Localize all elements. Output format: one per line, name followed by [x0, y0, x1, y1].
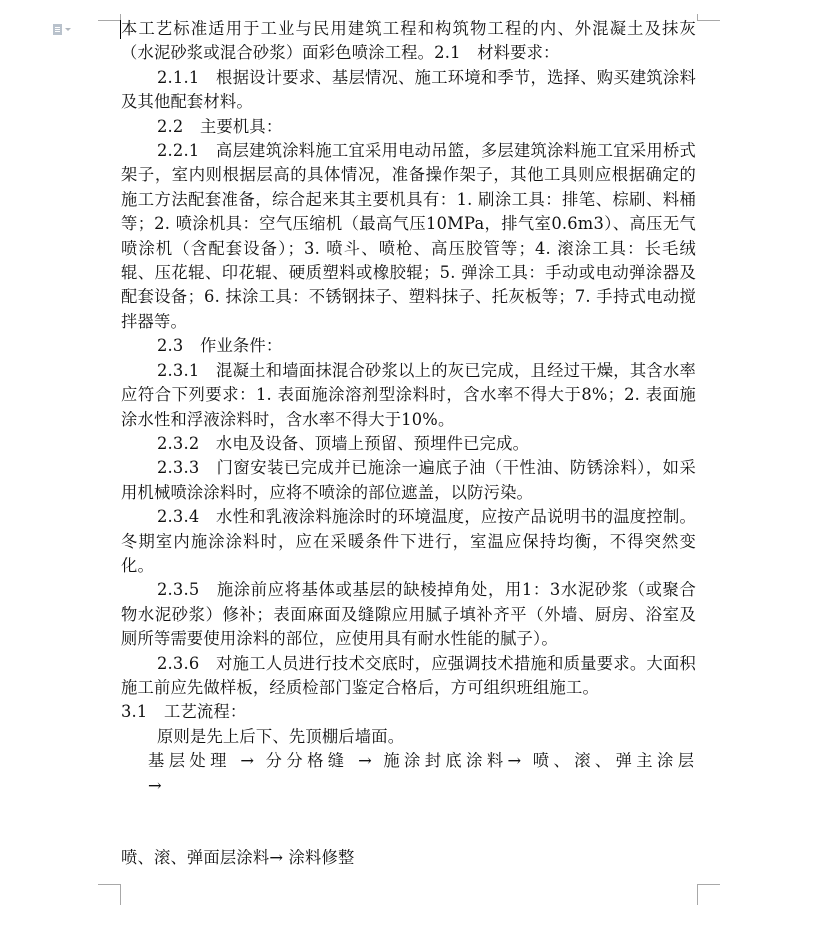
heading-2-3: 2.3 作业条件：	[157, 336, 283, 356]
heading-3-1: 3.1 工艺流程：	[121, 702, 247, 722]
paragraph-2-3-2: 2.3.2 水电及设备、顶墙上预留、预埋件已完成。	[157, 433, 530, 453]
document-body[interactable]	[121, 17, 696, 870]
paragraph-2-2-1: 2.2.1 高层建筑涂料施工宜采用电动吊篮，多层建筑涂料施工宜采用桥式架子，室内则根据层高的具体情况，准备操作架子，其他工具则应根据确定的施工方法配套准备，综合起来其主要机具有：1. 刷涂工具：排笔、棕刷、料桶等；2. 喷涂机具：空气压缩机（最高气压10MPa，排气室0.6m3）、高压无气喷涂机（含配套设备）；3. 喷斗、喷枪、高压胶管等；4. 滚涂工具：长毛绒辊、压花辊、印花辊、硬质塑料或橡胶辊；5. 弹涂工具：手动或电动弹涂器及配套设备；6. 抹涂工具：不锈钢抹子、塑料抹子、托灰板等；7. 手持式电动搅拌器等。	[121, 141, 696, 331]
paragraph-2-3-6: 2.3.6 对施工人员进行技术交底时，应强调技术措施和质量要求。大面积施工前应先做样板，经质检部门鉴定合格后，方可组织班组施工。	[121, 653, 696, 697]
paragraph-principle: 原则是先上后下、先顶棚后墙面。	[157, 726, 405, 746]
crop-mark-top-left	[98, 14, 121, 21]
paragraph-2-3-3: 2.3.3 门窗安装已完成并已施涂一遍底子油（干性油、防锈涂料），如采用机械喷涂涂料时，应将不喷涂的部位遮盖，以防污染。	[121, 458, 696, 502]
crop-mark-bottom-right	[697, 884, 720, 905]
crop-mark-bottom-left	[98, 884, 121, 905]
process-flow-arrow: →	[148, 775, 162, 795]
paragraph-2-3-5: 2.3.5 施涂前应将基体或基层的缺棱掉角处，用1：3水泥砂浆（或聚合物水泥砂浆）修补；表面麻面及缝隙应用腻子填补齐平（外墙、厨房、浴室及厕所等需要使用涂料的部位，应使用具有耐水性能的腻子）。	[121, 580, 696, 649]
paragraph-menu-icon[interactable]	[53, 24, 71, 35]
paragraph-2-3-1: 2.3.1 混凝土和墙面抹混合砂浆以上的灰已完成，且经过干燥，其含水率应符合下列要求：1. 表面施涂溶剂型涂料时，含水率不得大于8%；2. 表面施涂水性和浮液涂料时，含水率不得大于10%。	[121, 360, 696, 429]
process-flow-line-2: 喷、滚、弹面层涂料→ 涂料修整	[121, 848, 355, 867]
paragraph-2-3-4: 2.3.4 水性和乳液涂料施涂时的环境温度，应按产品说明书的温度控制。冬期室内施涂涂料时，应在采暖条件下进行，室温应保持均衡，不得突然变化。	[121, 507, 696, 575]
paragraph-intro: 本工艺标准适用于工业与民用建筑工程和构筑物工程的内、外混凝土及抹灰（水泥砂浆或混合砂浆）面彩色喷涂工程。2.1 材料要求：	[121, 19, 696, 63]
heading-2-2: 2.2 主要机具：	[157, 116, 283, 136]
paragraph-2-1-1: 2.1.1 根据设计要求、基层情况、施工环境和季节，选择、购买建筑涂料及其他配套材料。	[121, 67, 696, 112]
chevron-down-icon	[65, 28, 71, 31]
document-icon	[53, 24, 62, 35]
process-flow-line-1: 基层处理 → 分分格缝 → 施涂封底涂料→ 喷、滚、弹主涂层	[148, 751, 696, 771]
crop-mark-top-right	[697, 14, 720, 21]
